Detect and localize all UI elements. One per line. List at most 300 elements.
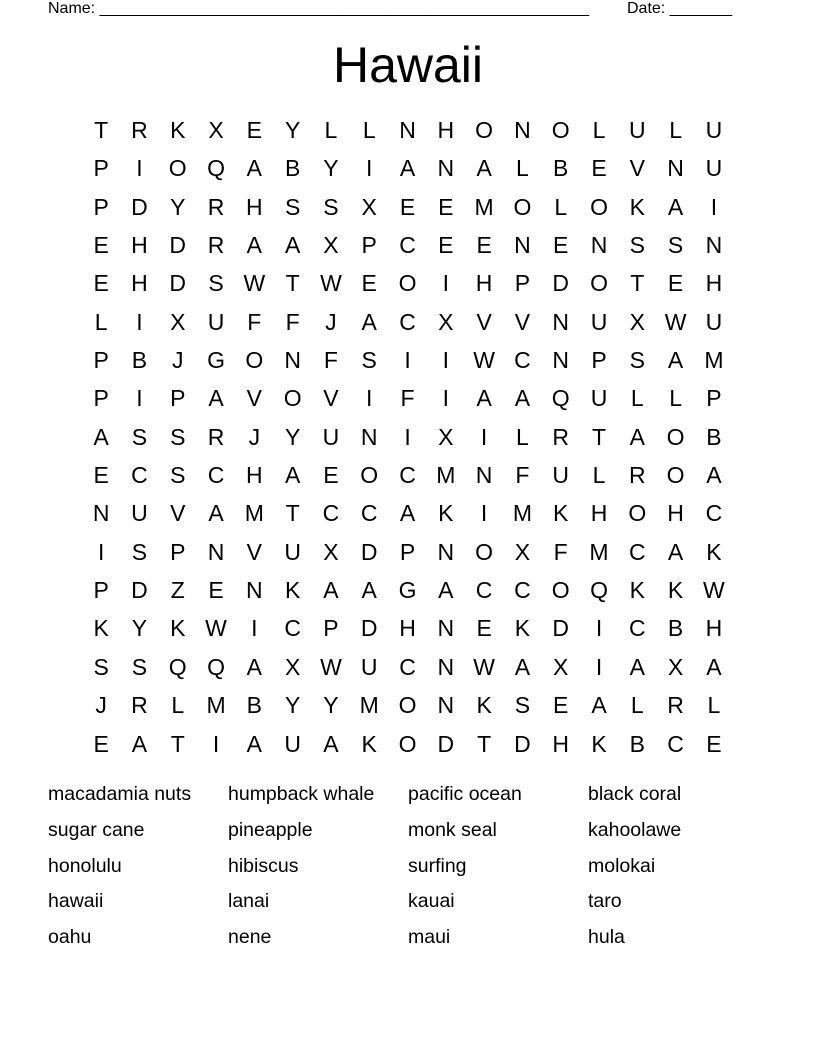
grid-letter: K [476, 692, 492, 719]
grid-letter: I [212, 730, 220, 757]
grid-letter: P [170, 385, 186, 412]
grid-letter: O [398, 730, 417, 757]
word-search-grid [82, 111, 733, 763]
grid-letter: N [92, 500, 110, 527]
grid-letter: U [284, 538, 301, 565]
grid-letter: I [442, 347, 450, 374]
grid-letter: O [245, 347, 264, 374]
grid-letter: S [131, 538, 148, 565]
grid-letter: I [710, 193, 718, 220]
grid-letter: H [667, 500, 684, 527]
grid-letter: Q [207, 653, 225, 680]
grid-letter: H [246, 193, 263, 220]
grid-letter: O [513, 193, 532, 220]
grid-letter: Y [131, 615, 148, 642]
grid-letter: A [591, 692, 607, 719]
grid-letter: S [629, 347, 645, 374]
grid-letter: S [170, 462, 186, 489]
grid-letter: S [361, 347, 377, 374]
grid-row [82, 571, 733, 609]
grid-letter: A [667, 193, 684, 220]
grid-letter: S [208, 270, 224, 297]
grid-letter: R [131, 692, 148, 719]
grid-letter: W [473, 347, 495, 374]
grid-letter: H [246, 462, 263, 489]
grid-letter: A [629, 653, 645, 680]
grid-letter: I [366, 385, 373, 412]
grid-row [82, 111, 733, 149]
grid-letter: E [208, 577, 224, 604]
grid-letter: F [553, 538, 568, 565]
grid-letter: G [398, 577, 417, 604]
grid-letter: O [590, 270, 608, 297]
grid-row [82, 149, 733, 187]
grid-letter: E [93, 462, 109, 489]
word-list-item: sugar cane [48, 818, 145, 841]
grid-letter: A [514, 653, 531, 680]
word-list-item: kauai [408, 890, 455, 913]
grid-letter: U [552, 462, 570, 489]
grid-letter: S [284, 193, 301, 220]
name-line: Name: _______________________________________________________ [48, 0, 589, 17]
word-list-item: molokai [588, 854, 656, 877]
grid-letter: U [360, 653, 378, 680]
grid-letter: O [666, 423, 685, 450]
grid-letter: N [667, 155, 684, 182]
grid-letter: C [399, 308, 416, 335]
grid-letter: V [246, 538, 262, 565]
grid-row [82, 648, 733, 686]
grid-letter: A [706, 653, 722, 680]
grid-letter: X [629, 308, 645, 335]
grid-letter: T [94, 117, 109, 143]
grid-letter: S [170, 423, 186, 450]
grid-row [82, 686, 733, 724]
grid-letter: Y [284, 423, 301, 450]
grid-letter: L [592, 462, 606, 489]
grid-letter: E [553, 692, 569, 719]
grid-letter: R [207, 193, 225, 220]
grid-row [82, 226, 733, 264]
grid-letter: R [131, 117, 148, 143]
word-list-item: humpback whale [228, 783, 375, 805]
grid-letter: A [246, 730, 262, 757]
grid-letter: H [590, 500, 608, 527]
grid-letter: A [667, 347, 684, 374]
grid-letter: S [93, 653, 109, 680]
grid-letter: I [366, 155, 373, 182]
grid-letter: J [95, 692, 107, 719]
grid-letter: U [705, 155, 723, 182]
word-list-item: oahu [48, 926, 92, 949]
grid-letter: D [514, 730, 531, 757]
grid-letter: Q [590, 577, 608, 604]
grid-letter: M [704, 347, 724, 374]
grid-letter: D [360, 615, 378, 642]
grid-letter: L [669, 385, 682, 412]
grid-letter: E [246, 117, 262, 143]
grid-letter: X [284, 653, 301, 680]
grid-letter: F [515, 462, 530, 489]
grid-letter: A [323, 730, 339, 757]
grid-letter: P [93, 385, 109, 412]
grid-letter: A [476, 155, 492, 182]
grid-letter: I [404, 423, 411, 450]
grid-letter: A [667, 538, 684, 565]
grid-row [82, 533, 733, 571]
grid-letter: B [131, 347, 148, 374]
grid-letter: W [320, 270, 342, 297]
grid-letter: J [325, 308, 337, 335]
grid-letter: N [360, 423, 378, 450]
grid-letter: O [360, 462, 379, 489]
grid-letter: L [94, 308, 108, 335]
grid-letter: V [629, 155, 645, 182]
grid-letter: N [246, 577, 263, 604]
grid-letter: B [246, 692, 262, 719]
grid-letter: O [551, 117, 570, 143]
grid-letter: L [630, 692, 644, 719]
grid-letter: N [437, 692, 455, 719]
grid-letter: X [208, 117, 224, 143]
grid-letter: F [247, 308, 262, 335]
grid-letter: E [591, 155, 607, 182]
grid-letter: E [93, 730, 109, 757]
grid-letter: U [590, 385, 608, 412]
grid-letter: W [320, 653, 342, 680]
grid-letter: L [362, 117, 376, 143]
grid-letter: A [438, 577, 454, 604]
grid-letter: X [553, 653, 569, 680]
grid-letter: M [436, 462, 456, 489]
grid-row [82, 494, 733, 532]
grid-letter: P [93, 347, 109, 374]
grid-letter: H [131, 232, 148, 259]
grid-letter: A [706, 462, 722, 489]
grid-letter: B [706, 423, 722, 450]
grid-letter: U [131, 500, 148, 527]
grid-letter: Q [207, 155, 225, 182]
grid-letter: A [399, 500, 416, 527]
grid-letter: L [516, 423, 529, 450]
grid-letter: E [476, 615, 492, 642]
grid-letter: C [514, 347, 531, 374]
grid-letter: I [136, 385, 143, 412]
grid-letter: C [628, 615, 646, 642]
grid-letter: H [475, 270, 493, 297]
grid-letter: U [705, 117, 723, 143]
grid-letter: N [514, 117, 531, 143]
grid-letter: I [97, 538, 105, 565]
grid-letter: S [323, 193, 339, 220]
grid-letter: A [399, 155, 416, 182]
grid-letter: K [514, 615, 531, 642]
grid-letter: D [169, 270, 187, 297]
grid-letter: E [361, 270, 377, 297]
word-list-item: honolulu [48, 854, 122, 877]
grid-letter: H [705, 270, 723, 297]
word-list-item: hibiscus [228, 854, 299, 877]
grid-row [82, 456, 733, 494]
grid-letter: T [591, 423, 607, 450]
grid-letter: L [707, 692, 721, 719]
grid-letter: R [207, 423, 225, 450]
grid-letter: D [360, 538, 378, 565]
grid-letter: D [169, 232, 187, 259]
grid-letter: W [703, 577, 725, 604]
grid-letter: V [514, 308, 531, 335]
grid-letter: E [706, 730, 722, 757]
page-title: Hawaii [332, 37, 484, 93]
grid-letter: I [251, 615, 258, 642]
grid-letter: U [590, 308, 608, 335]
grid-letter: B [553, 155, 569, 182]
grid-letter: C [399, 462, 416, 489]
grid-letter: L [516, 155, 529, 182]
grid-letter: S [131, 423, 148, 450]
grid-letter: D [437, 730, 455, 757]
grid-letter: I [136, 308, 143, 335]
grid-letter: E [399, 193, 416, 220]
grid-letter: C [514, 577, 531, 604]
grid-letter: Y [284, 117, 301, 143]
grid-letter: O [398, 270, 417, 297]
grid-letter: W [664, 308, 687, 335]
grid-letter: K [667, 577, 684, 604]
grid-letter: N [437, 155, 455, 182]
grid-letter: I [136, 155, 143, 182]
grid-letter: H [552, 730, 570, 757]
word-list-item: nene [228, 926, 272, 949]
grid-letter: N [284, 347, 301, 374]
grid-letter: E [476, 232, 492, 259]
grid-letter: C [705, 500, 723, 527]
grid-letter: K [438, 500, 454, 527]
grid-row [82, 303, 733, 341]
grid-letter: C [399, 232, 416, 259]
grid-letter: S [514, 692, 531, 719]
grid-letter: K [591, 730, 607, 757]
grid-letter: I [404, 347, 411, 374]
grid-letter: R [207, 232, 225, 259]
grid-letter: X [361, 193, 377, 220]
grid-letter: V [246, 385, 262, 412]
grid-letter: N [514, 232, 531, 259]
grid-letter: A [208, 385, 224, 412]
grid-letter: B [667, 615, 684, 642]
word-list-item: macadamia nuts [48, 783, 192, 805]
grid-letter: O [283, 385, 302, 412]
grid-letter: X [667, 653, 684, 680]
grid-row [82, 341, 733, 379]
grid-letter: T [170, 730, 185, 757]
grid-letter: S [667, 232, 684, 259]
grid-letter: A [323, 577, 339, 604]
grid-letter: A [246, 232, 262, 259]
grid-letter: K [553, 500, 569, 527]
grid-letter: Z [170, 577, 185, 604]
grid-letter: U [322, 423, 340, 450]
grid-letter: U [705, 308, 723, 335]
grid-letter: L [592, 117, 606, 143]
grid-row [82, 379, 733, 417]
word-list-item: surfing [408, 854, 467, 877]
grid-letter: E [323, 462, 339, 489]
grid-letter: X [438, 423, 454, 450]
grid-letter: S [131, 653, 148, 680]
grid-letter: C [207, 462, 225, 489]
grid-letter: J [171, 347, 184, 374]
grid-letter: D [552, 270, 570, 297]
grid-letter: P [361, 232, 377, 259]
grid-letter: O [628, 500, 647, 527]
grid-letter: K [284, 577, 301, 604]
grid-letter: P [93, 577, 109, 604]
worksheet-header [48, 0, 748, 20]
grid-letter: N [590, 232, 608, 259]
grid-letter: I [480, 423, 488, 450]
grid-letter: O [590, 193, 608, 220]
grid-letter: M [512, 500, 532, 527]
grid-letter: O [666, 462, 685, 489]
grid-letter: R [628, 462, 646, 489]
grid-letter: K [170, 117, 186, 143]
grid-letter: I [595, 653, 603, 680]
grid-letter: P [323, 615, 339, 642]
grid-letter: P [591, 347, 607, 374]
grid-letter: N [552, 347, 570, 374]
word-list-item: kahoolawe [588, 818, 682, 841]
grid-letter: R [552, 423, 570, 450]
grid-letter: T [285, 270, 300, 297]
grid-letter: Y [284, 692, 301, 719]
grid-letter: K [170, 615, 186, 642]
grid-letter: T [630, 270, 645, 297]
word-list-item: maui [408, 926, 451, 949]
grid-letter: M [474, 193, 494, 220]
grid-letter: N [552, 308, 570, 335]
grid-letter: A [514, 385, 531, 412]
grid-letter: B [284, 155, 301, 182]
grid-letter: L [554, 193, 568, 220]
grid-letter: H [437, 117, 455, 143]
date-line: Date: _______ [627, 0, 732, 17]
grid-letter: L [630, 385, 644, 412]
grid-letter: E [553, 232, 569, 259]
grid-letter: X [323, 538, 339, 565]
grid-row [82, 264, 733, 302]
grid-letter: L [669, 117, 682, 143]
grid-letter: Y [170, 193, 186, 220]
grid-letter: A [246, 653, 262, 680]
grid-letter: W [205, 615, 227, 642]
grid-letter: C [360, 500, 378, 527]
grid-letter: A [361, 308, 377, 335]
grid-letter: C [475, 577, 493, 604]
grid-letter: C [322, 500, 340, 527]
grid-row [82, 609, 733, 647]
grid-letter: X [170, 308, 186, 335]
grid-letter: N [437, 615, 455, 642]
word-list-item: lanai [228, 890, 270, 913]
grid-letter: W [243, 270, 266, 297]
grid-letter: N [437, 653, 455, 680]
grid-letter: A [246, 155, 262, 182]
grid-letter: A [284, 462, 301, 489]
grid-letter: A [476, 385, 492, 412]
grid-letter: X [323, 232, 339, 259]
grid-letter: H [399, 615, 416, 642]
word-list-item: monk seal [408, 818, 497, 841]
grid-letter: D [131, 577, 148, 604]
grid-letter: O [551, 577, 570, 604]
grid-letter: D [131, 193, 148, 220]
grid-letter: P [706, 385, 722, 412]
grid-letter: Y [323, 692, 339, 719]
grid-letter: U [207, 308, 225, 335]
grid-letter: X [514, 538, 531, 565]
grid-letter: K [93, 615, 109, 642]
grid-letter: A [208, 500, 224, 527]
word-list-item: hula [588, 926, 625, 949]
grid-letter: A [361, 577, 377, 604]
grid-letter: W [473, 653, 495, 680]
grid-letter: L [171, 692, 185, 719]
grid-letter: S [629, 232, 645, 259]
grid-letter: P [514, 270, 531, 297]
grid-letter: Q [551, 385, 570, 412]
grid-letter: A [284, 232, 301, 259]
grid-letter: V [476, 308, 492, 335]
grid-letter: A [131, 730, 148, 757]
grid-letter: K [629, 577, 645, 604]
grid-letter: Q [168, 653, 187, 680]
word-list-item: taro [588, 890, 622, 913]
grid-letter: M [359, 692, 379, 719]
grid-letter: I [595, 615, 603, 642]
grid-letter: F [323, 347, 338, 374]
word-list-item: black coral [588, 783, 682, 805]
grid-letter: F [400, 385, 415, 412]
word-list-item: pineapple [228, 818, 313, 841]
grid-letter: N [705, 232, 723, 259]
grid-letter: T [285, 500, 300, 527]
grid-letter: T [477, 730, 492, 757]
grid-letter: P [170, 538, 186, 565]
grid-letter: C [131, 462, 148, 489]
grid-letter: K [361, 730, 377, 757]
grid-letter: C [284, 615, 301, 642]
grid-letter: D [552, 615, 570, 642]
word-list-item: pacific ocean [408, 783, 522, 805]
grid-letter: A [93, 423, 109, 450]
grid-letter: I [480, 500, 488, 527]
grid-row [82, 188, 733, 226]
grid-letter: L [324, 117, 338, 143]
grid-letter: V [170, 500, 186, 527]
grid-letter: O [475, 538, 494, 565]
grid-letter: E [438, 193, 454, 220]
grid-letter: X [438, 308, 454, 335]
grid-letter: M [244, 500, 264, 527]
grid-letter: M [206, 692, 226, 719]
grid-letter: E [93, 232, 109, 259]
grid-letter: U [284, 730, 301, 757]
grid-letter: P [93, 193, 109, 220]
grid-letter: H [705, 615, 723, 642]
grid-letter: O [168, 155, 187, 182]
grid-row [82, 418, 733, 456]
